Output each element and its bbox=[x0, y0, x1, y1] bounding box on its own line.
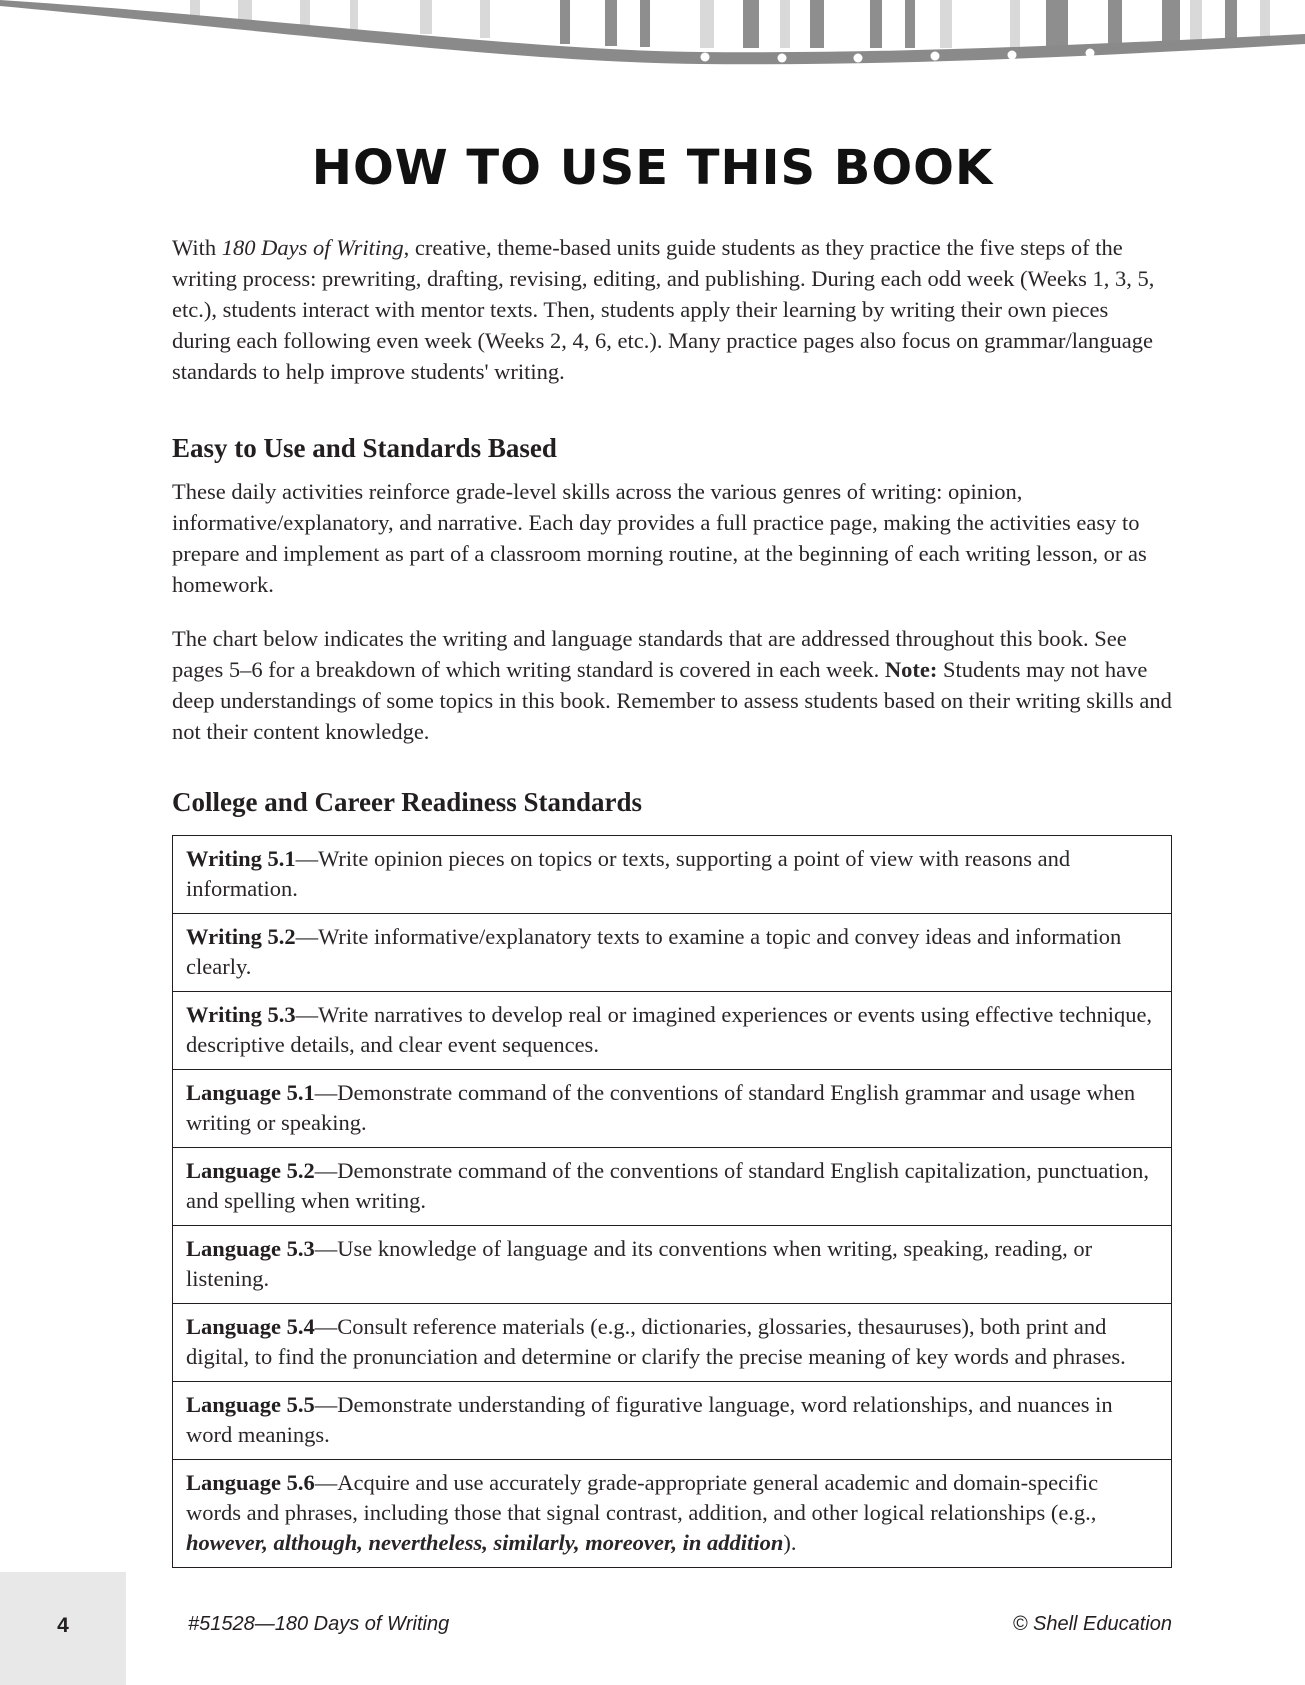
standard-description: —Demonstrate command of the conventions of standard English capitalization, punctuation, and spelling when writing. bbox=[186, 1158, 1149, 1213]
table-row bbox=[173, 1460, 1172, 1568]
standard-description: —Use knowledge of language and its conventions when writing, speaking, reading, or listening. bbox=[186, 1236, 1093, 1291]
standard-code: Writing 5.3 bbox=[186, 1002, 296, 1027]
easy-paragraph-2: The chart below indicates the writing and language standards that are addressed throughout this book. See pages 5–6 for a breakdown of which writing standard is covered in each week. Note: Students may not have deep understandings of some topics in this book. Remember to assess students based on their writing skills and not their content knowledge. bbox=[172, 626, 1172, 744]
standard-cell bbox=[173, 836, 1172, 914]
standard-cell bbox=[173, 1304, 1172, 1382]
standard-examples: however, although, nevertheless, similarly, moreover, in addition bbox=[186, 1530, 784, 1555]
table-row bbox=[173, 992, 1172, 1070]
intro-paragraph: With 180 Days of Writing, creative, theme-based units guide students as they practice the five steps of the writing process: prewriting, drafting, revising, editing, and publishing. During each odd week (Weeks 1, 3, 5, etc.), students interact with mentor texts. Then, students apply their learning by writing their own pieces during each following even week (Weeks 2, 4, 6, etc.). Many practice pages also focus on grammar/language standards to help improve students' writing. bbox=[172, 235, 1155, 384]
standard-code: Language 5.3 bbox=[186, 1236, 315, 1261]
standard-code: Language 5.6 bbox=[186, 1470, 315, 1495]
standard-code: Language 5.4 bbox=[186, 1314, 315, 1339]
standard-description: —Write informative/explanatory texts to examine a topic and convey ideas and information clearly. bbox=[186, 924, 1122, 979]
standard-code: Writing 5.1 bbox=[186, 846, 296, 871]
standard-cell bbox=[173, 1148, 1172, 1226]
table-row bbox=[173, 1070, 1172, 1148]
easy-paragraph-1: These daily activities reinforce grade-level skills across the various genres of writing: opinion, informative/explanatory, and narrative. Each day provides a full practice page, making the activities easy to prepare and implement as part of a classroom morning routine, at the beginning of each writing lesson, or as homework. bbox=[172, 479, 1147, 597]
standard-description: —Write opinion pieces on topics or texts, supporting a point of view with reasons and information. bbox=[186, 846, 1071, 901]
table-row bbox=[173, 836, 1172, 914]
decorative-header-banner bbox=[0, 0, 1305, 80]
standard-description: —Consult reference materials (e.g., dictionaries, glossaries, thesauruses), both print and digital, to find the pronunciation and determine or clarify the precise meaning of key words and phrases. bbox=[186, 1314, 1126, 1369]
standard-cell bbox=[173, 1226, 1172, 1304]
table-row bbox=[173, 1148, 1172, 1226]
note-label: Note: bbox=[884, 657, 938, 682]
table-row bbox=[173, 1226, 1172, 1304]
table-row bbox=[173, 1304, 1172, 1382]
standard-cell bbox=[173, 1070, 1172, 1148]
standard-cell: Language 5.6—Acquire and use accurately grade-appropriate general academic and domain-specific words and phrases, including those that signal contrast, addition, and other logical relationships (e.g., however, although, nevertheless, similarly, moreover, in addition). bbox=[173, 1460, 1172, 1568]
standard-cell bbox=[173, 914, 1172, 992]
standard-cell bbox=[173, 1382, 1172, 1460]
section-heading-ccr-standards: College and Career Readiness Standards bbox=[172, 787, 643, 817]
standard-description: —Acquire and use accurately grade-appropriate general academic and domain-specific words and phrases, including those that signal contrast, addition, and other logical relationships (e.g., bbox=[186, 1470, 1099, 1525]
table-row bbox=[173, 1382, 1172, 1460]
table-row bbox=[173, 914, 1172, 992]
standard-code: Language 5.5 bbox=[186, 1392, 315, 1417]
standard-cell bbox=[173, 992, 1172, 1070]
page-title: HOW TO USE THIS BOOK bbox=[311, 140, 994, 196]
standard-code: Writing 5.2 bbox=[186, 924, 296, 949]
section-heading-easy-to-use: Easy to Use and Standards Based bbox=[172, 433, 557, 463]
footer-copyright: © Shell Education bbox=[1012, 1613, 1172, 1635]
standard-description: —Demonstrate command of the conventions of standard English grammar and usage when writing or speaking. bbox=[186, 1080, 1136, 1135]
standard-code: Language 5.1 bbox=[186, 1080, 315, 1105]
page-number: 4 bbox=[57, 1614, 69, 1637]
standard-description: —Demonstrate understanding of figurative language, word relationships, and nuances in word meanings. bbox=[186, 1392, 1113, 1447]
standards-table bbox=[172, 835, 1172, 1568]
standard-code: Language 5.2 bbox=[186, 1158, 315, 1183]
footer-book-id: #51528—180 Days of Writing bbox=[188, 1613, 450, 1635]
book-title: 180 Days of Writing bbox=[221, 235, 404, 260]
standard-description: —Write narratives to develop real or imagined experiences or events using effective technique, descriptive details, and clear event sequences. bbox=[186, 1002, 1153, 1057]
main-content bbox=[172, 232, 1172, 1568]
